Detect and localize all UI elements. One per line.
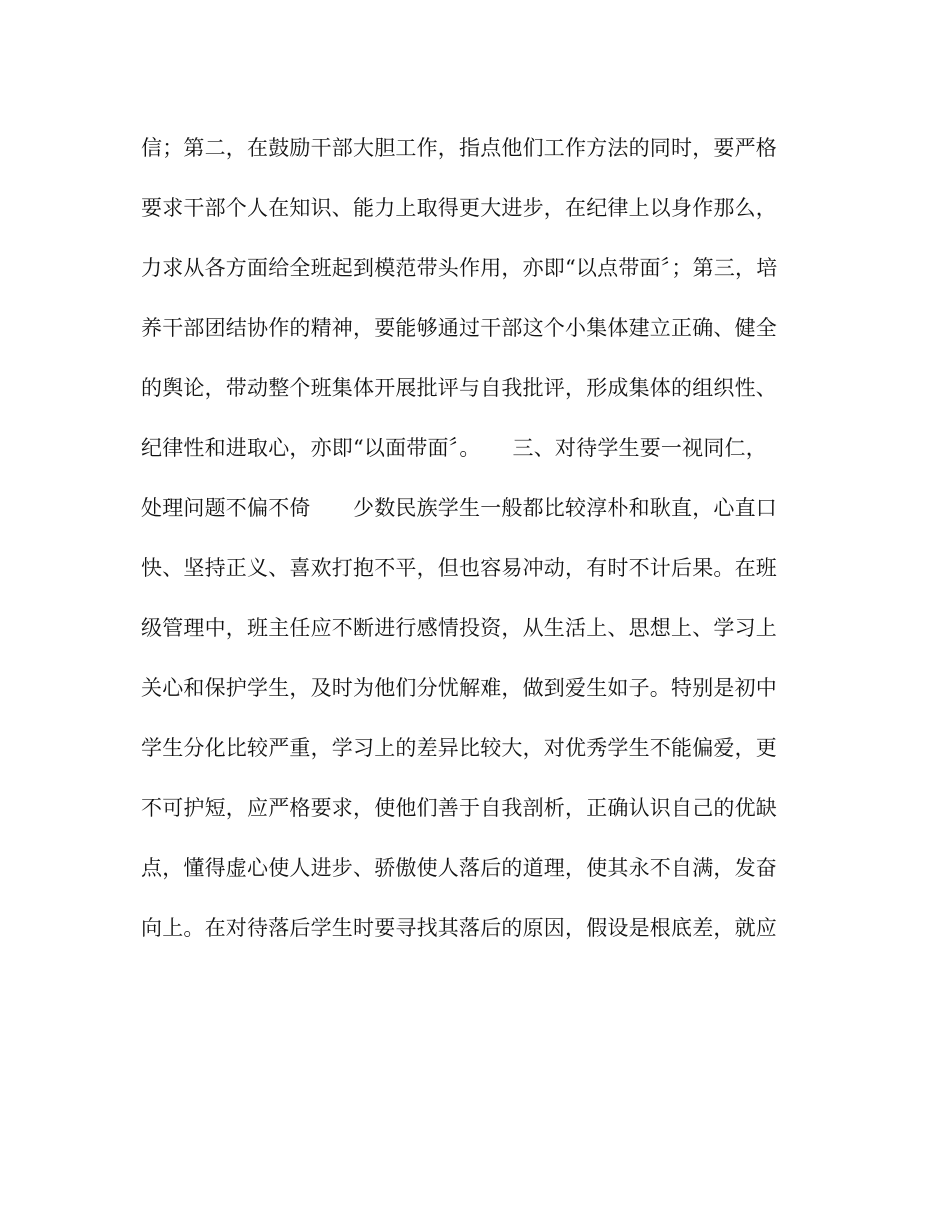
text-line: 的舆论，带动整个班集体开展批评与自我批评，形成集体的组织性、 — [141, 376, 777, 400]
text-line: 力求从各方面给全班起到模范带头作用，亦即“以点带面〞；第三，培 — [141, 256, 778, 280]
text-line: 处理问题不偏不倚 少数民族学生一般都比较淳朴和耿直，心直口 — [141, 496, 777, 520]
text-line: 关心和保护学生，及时为他们分忧解难，做到爱生如子。特别是初中 — [141, 676, 777, 700]
text-line: 向上。在对待落后学生时要寻找其落后的原因，假设是根底差，就应 — [141, 916, 777, 940]
text-line: 纪律性和进取心，亦即“以面带面〞。 三、对待学生要一视同仁， — [141, 436, 767, 460]
text-line: 不可护短，应严格要求，使他们善于自我剖析，正确认识自己的优缺 — [141, 796, 777, 820]
text-line: 级管理中，班主任应不断进行感情投资，从生活上、思想上、学习上 — [141, 616, 777, 640]
body-text — [141, 118, 821, 958]
text-line: 点，懂得虚心使人进步、骄傲使人落后的道理，使其永不自满，发奋 — [141, 856, 777, 880]
text-line: 快、坚持正义、喜欢打抱不平，但也容易冲动，有时不计后果。在班 — [141, 556, 777, 580]
text-line: 学生分化比较严重，学习上的差异比较大，对优秀学生不能偏爱，更 — [141, 736, 777, 760]
text-line: 养干部团结协作的精神，要能够通过干部这个小集体建立正确、健全 — [141, 316, 777, 340]
text-line: 信；第二，在鼓励干部大胆工作，指点他们工作方法的同时，要严格 — [141, 136, 777, 160]
text-line: 要求干部个人在知识、能力上取得更大进步，在纪律上以身作那么， — [141, 196, 777, 220]
